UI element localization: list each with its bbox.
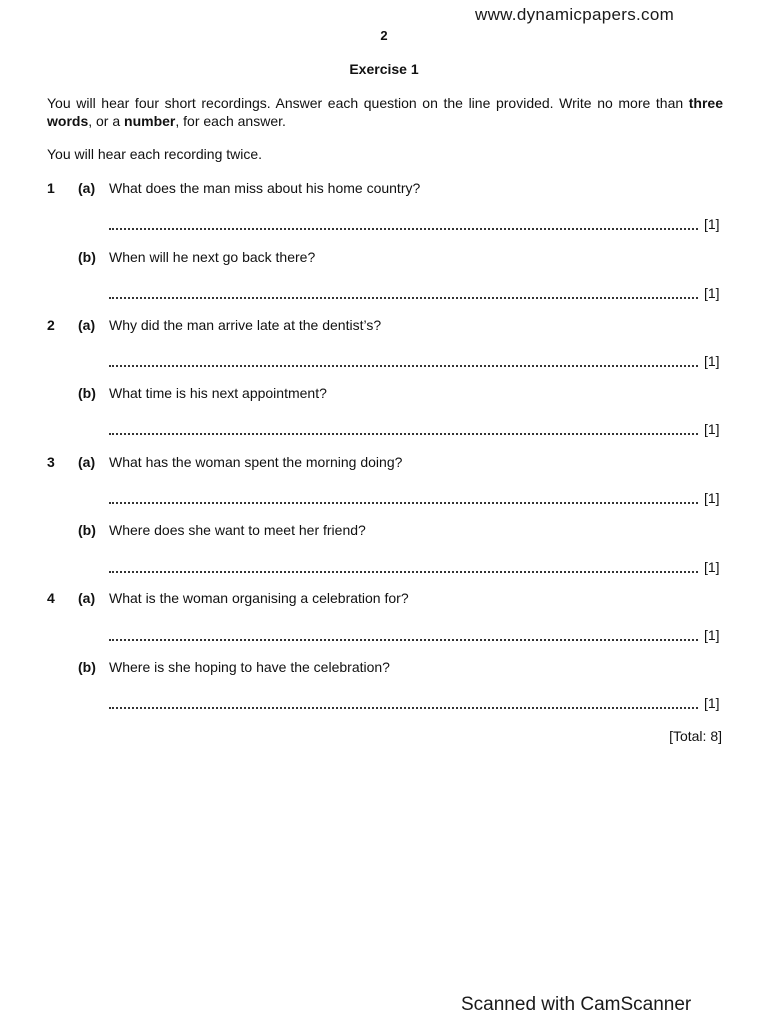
answer-line[interactable] [109, 625, 698, 641]
question-part-label: (a) [78, 180, 96, 196]
question-text: When will he next go back there? [109, 249, 316, 265]
scanner-watermark: Scanned with CamScanner [461, 994, 692, 1015]
watermark-url: www.dynamicpapers.com [475, 5, 675, 24]
answer-line[interactable] [109, 351, 698, 367]
mark-allocation: [1] [704, 695, 720, 711]
total-marks: [Total: 8] [669, 728, 722, 744]
instructions-bold-1: three words [47, 95, 723, 129]
question-text: Why did the man arrive late at the dentist’s? [109, 317, 382, 333]
question-part-label: (a) [78, 454, 96, 470]
question-text: What time is his next appointment? [109, 385, 327, 401]
mark-allocation: [1] [704, 627, 720, 643]
question-number: 2 [47, 317, 55, 333]
question-part-label: (a) [78, 317, 96, 333]
exercise-title: Exercise 1 [349, 61, 419, 77]
question-text: What does the man miss about his home country? [109, 180, 421, 196]
instructions-recording-note: You will hear each recording twice. [47, 146, 263, 162]
mark-allocation: [1] [704, 216, 720, 232]
question-part-label: (b) [78, 659, 96, 675]
answer-line[interactable] [109, 693, 698, 709]
instructions-text-2: , or a [88, 113, 125, 129]
page-number: 2 [380, 28, 388, 43]
question-text: Where does she want to meet her friend? [109, 522, 366, 538]
question-number: 1 [47, 180, 55, 196]
question-number: 3 [47, 454, 55, 470]
answer-line[interactable] [109, 283, 698, 299]
answer-line[interactable] [109, 557, 698, 573]
question-part-label: (b) [78, 522, 96, 538]
answer-line[interactable] [109, 419, 698, 435]
question-text: What has the woman spent the morning doing? [109, 454, 403, 470]
instructions-bold-2: number [124, 113, 176, 129]
question-text: Where is she hoping to have the celebration? [109, 659, 390, 675]
question-part-label: (b) [78, 385, 96, 401]
instructions-text-3: , for each answer. [175, 113, 286, 129]
mark-allocation: [1] [704, 490, 720, 506]
mark-allocation: [1] [704, 285, 720, 301]
mark-allocation: [1] [704, 421, 720, 437]
instructions-paragraph [47, 94, 723, 130]
mark-allocation: [1] [704, 353, 720, 369]
mark-allocation: [1] [704, 559, 720, 575]
answer-line[interactable] [109, 488, 698, 504]
question-part-label: (b) [78, 249, 96, 265]
question-number: 4 [47, 590, 55, 606]
question-text: What is the woman organising a celebration for? [109, 590, 409, 606]
question-part-label: (a) [78, 590, 96, 606]
answer-line[interactable] [109, 214, 698, 230]
instructions-text-1: You will hear four short recordings. Answer each question on the line provided. Write no more than [47, 95, 689, 111]
